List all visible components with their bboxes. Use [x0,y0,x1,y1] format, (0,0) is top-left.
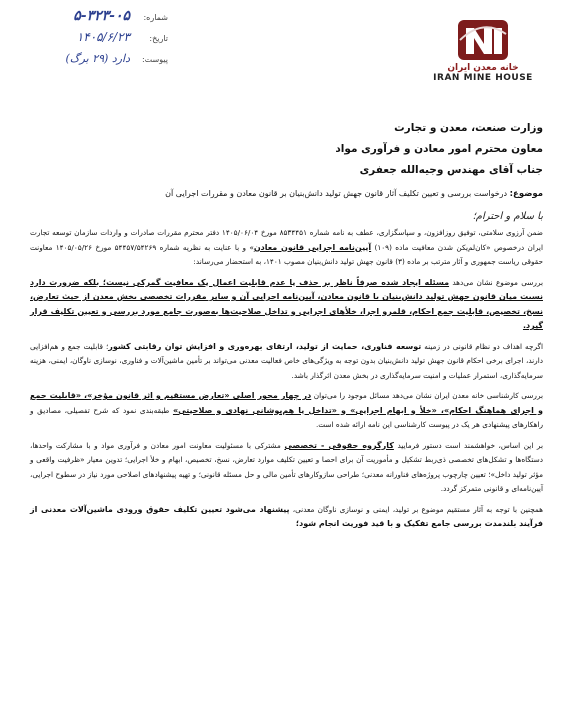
subject-text: درخواست بررسی و تعیین تکلیف آثار قانون جهش تولید دانش‌بنیان بر قانون معادن و مقررات اجرایی آن [165,189,508,198]
paragraph-text: ؛ قابلیت جمع و هم‌افزایی دارند، اجرای برخی احکام قانون جهش تولید دانش‌بنیان بدون توجه به ویژگی‌های خاص فعالیت معدنی می‌تواند بر تأمین ماشین‌آلات و فناوری، نوسازی ناوگان، ایمنی، هزینه سرمایه‌گذاری، استمرار عملیات و امنیت سرمایه‌گذاری در بخش معدن اثرگذار باشد. [30,341,543,380]
paragraph-reference [30,226,543,270]
paragraph-text: ضمن آرزوی سلامتی، توفیق روزافزون، و سپاسگزاری، عطف به نامه شماره ۸۵۳۴۴۵۱ مورخ ۱۴۰۵/۰۶/۰۴ دفتر محترم مقررات صادرات و واردات سازمان توسعه تجارت ایران درخصوص «کان‌لم‌یکن شدن معافیت ماده (۱۰۹) [30,228,543,252]
logo-persian-name: خانه معدن ایران [447,63,519,73]
paragraph-text: همچنین با توجه به آثار مستقیم موضوع بر تولید، ایمنی و نوسازی ناوگان معدنی، [289,504,543,514]
paragraph-text: » و با عنایت به نظریه شماره ۵۴۴۵۷/۵۴۲۶۹ مورخ ۱۴۰۵/۰۵/۲۶ معاونت حقوقی ریاست جمهوری و آثار مترتب بر ماده (۳) قانون جهش تولید دانش‌بنیان مصوب ۱۴۰۱، به استحضار می‌رساند: [30,242,543,266]
number-label: شماره: [143,13,168,22]
logo-mark-icon [456,14,510,62]
letter-meta [8,8,168,74]
iran-mine-house-logo [413,14,553,83]
paragraph-text: بر این اساس، خواهشمند است دستور فرمایید [393,440,543,450]
paragraph-axes [30,389,543,433]
paragraph-emphasis: پیشنهاد می‌شود تعیین تکلیف حقوق ورودی ماشین‌آلات معدنی از فرآیند بلندمدت بررسی جامع تفکیک و با قید فوریت انجام شود؛ [30,504,543,528]
paragraph-proposal [30,503,543,532]
date-label: تاریخ: [149,34,168,43]
number-row [8,8,168,30]
subject-line [30,187,543,201]
paragraph-emphasis: آیین‌نامه اجرایی قانون معادن [253,242,372,252]
paragraph-text: مشترکی با مسئولیت معاونت امور معادن و فرآوری مواد و با مشارکت واحدها، دستگاه‌ها و تشکل‌های تخصصی ذی‌ربط تشکیل و مأموریت آن برای احصا و تعیین تکلیف موارد تعارض، نسخ، تخصیص، ابهام و خلأ اجرایی؛ تدوین معیار «ظرفیت واقعی و مؤثر تولید داخل»؛ تعیین چارچوب پروژه‌های فناورانه معدنی؛ طراحی سازوکارهای تأمین مالی و حل مسئله قانونی؛ و تهیه پیشنهادهای اصلاحی مورد نیاز در سطوح اجرایی، آیین‌نامه‌ای و قانونی متمرکز گردد. [30,440,543,493]
date-row [8,30,168,52]
paragraph-emphasis: در چهار محور اصلی «تعارض مستقیم و اثر قانون مؤخر»، «قابلیت جمع و اجرای هماهنگ احکام»، «خلأ و ابهام اجرایی» و «تداخل یا هم‌پوشانی نهادی و صلاحیتی» [30,391,543,415]
addressee-ministry: وزارت صنعت، معدن و تجارت [394,122,543,134]
addressee-deputy: معاون محترم امور معادن و فرآوری مواد [335,143,543,155]
greeting: با سلام و احترام؛ [472,211,543,222]
paragraph-text: بررسی موضوع نشان می‌دهد [449,277,544,287]
paragraph-request [30,439,543,497]
attachment-row [8,52,168,74]
letter-body [30,118,543,538]
paragraph-emphasis: توسعه فناوری، حمایت از تولید، ارتقای بهره‌وری و افزایش توان رقابتی کشور [108,341,422,351]
letter-number: ۵-۳۲۳-۰۵ [73,8,130,24]
subject-label: موضوع: [509,189,543,199]
paragraph-text: اگرچه اهداف دو نظام قانونی در زمینه [421,341,543,351]
attachment-value: دارد (۲۹ برگ) [65,52,130,65]
paragraph-emphasis: مسئله ایجاد شده صرفاً ناظر بر حذف یا عدم قابلیت اعمال یک معافیت گمرکی نیست؛ بلکه ضرورت دارد نسبت میان قانون جهش تولید دانش‌بنیان با قانون معادن، آیین‌نامه اجرایی آن و سایر مقررات تخصصی بخش معدن از حیث تعارض، نسخ، تخصیص، قابلیت جمع احکام، قلمرو اجرا، خلأهای اجرایی و تداخل صلاحیت‌ها به‌صورت جامع مورد بررسی و تعیین تکلیف قرار گیرد. [30,277,543,330]
attachment-label: پیوست: [141,55,168,64]
paragraph-issue [30,276,543,334]
addressee-name: جناب آقای مهندس وجیه‌الله جعفری [359,164,543,176]
letter-date: ۱۴۰۵/۶/۲۳ [76,30,130,44]
paragraph-goals [30,340,543,384]
paragraph-text: طبقه‌بندی نمود که شرح تفصیلی، مصادیق و راهکارهای پیشنهادی هر یک در پیوست کارشناسی این نامه ارائه شده است. [30,405,543,429]
logo-english-name: IRAN MINE HOUSE [433,73,533,83]
paragraph-emphasis: کارگروه حقوقی - تخصصی [284,440,394,450]
paragraph-text: بررسی کارشناسی خانه معدن ایران نشان می‌دهد مسائل موجود را می‌توان [311,391,544,400]
